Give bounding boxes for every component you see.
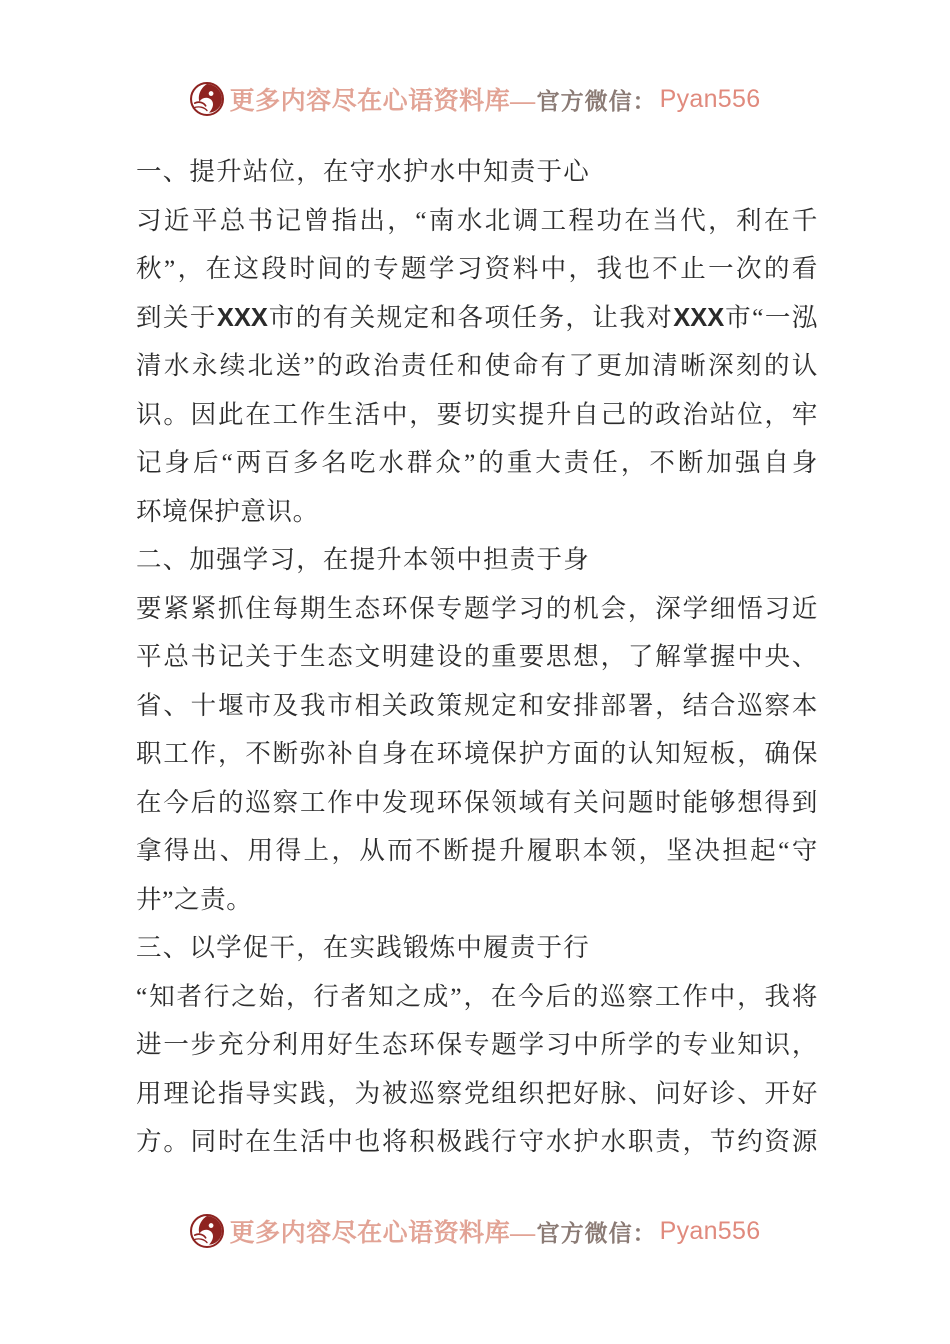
fish-circle-logo-icon	[190, 82, 224, 116]
paragraph-line: 职工作，不断弥补自身在环境保护方面的认知短板，确保	[136, 739, 818, 768]
section-heading: 二、加强学习，在提升本领中担责于身	[136, 545, 590, 574]
paragraph-line: 秋”，在这段时间的专题学习资料中，我也不止一次的看	[136, 254, 818, 283]
paragraph-line: 习近平总书记曾指出，“南水北调工程功在当代，利在千	[136, 205, 818, 235]
paragraph-line: 环境保护意识。	[136, 496, 319, 526]
header-watermark	[0, 76, 950, 122]
watermark-wechat-label: 官方微信：	[536, 88, 657, 114]
section-3	[136, 924, 818, 1167]
watermark-wechat-label: 官方微信：	[536, 1220, 657, 1246]
document-body	[136, 148, 818, 1167]
section-2	[136, 536, 818, 924]
watermark-wechat-id: Pyan556	[659, 1216, 761, 1245]
paragraph-line: 进一步充分利用好生态环保专题学习中所学的专业知识，	[136, 1030, 818, 1059]
paragraph-line: 拿得出、用得上，从而不断提升履职本领，坚决担起“守	[136, 836, 818, 865]
section-heading: 一、提升站位，在守水护水中知责于心	[136, 157, 590, 186]
paragraph-line: 省、十堰市及我市相关政策规定和安排部署，结合巡察本	[136, 690, 818, 720]
paragraph-line: 要紧紧抓住每期生态环保专题学习的机会，深学细悟习近	[136, 593, 818, 623]
paragraph-line: 平总书记关于生态文明建设的重要思想，了解掌握中央、	[136, 642, 818, 671]
paragraph-line: 识。因此在工作生活中，要切实提升自己的政治站位，牢	[136, 399, 818, 429]
fish-circle-logo-icon	[190, 1214, 224, 1248]
watermark-wechat-id: Pyan556	[659, 84, 761, 113]
paragraph-line: 记身后“两百多名吃水群众”的重大责任，不断加强自身	[136, 448, 818, 477]
watermark-main-text: 更多内容尽在心语资料库—	[229, 88, 536, 115]
paragraph-line: 方。同时在生活中也将积极践行守水护水职责，节约资源	[136, 1127, 818, 1156]
paragraph-line: 在今后的巡察工作中发现环保领域有关问题时能够想得到	[136, 787, 818, 817]
paragraph-line: “知者行之始，行者知之成”，在今后的巡察工作中，我将	[136, 981, 818, 1011]
section-heading: 三、以学促干，在实践锻炼中履责于行	[136, 933, 590, 962]
watermark-main-text: 更多内容尽在心语资料库—	[229, 1220, 536, 1247]
section-1	[136, 148, 818, 536]
paragraph-line: 用理论指导实践，为被巡察党组织把好脉、问好诊、开好	[136, 1078, 818, 1108]
paragraph-line: 井”之责。	[136, 884, 253, 914]
paragraph-line: 到关于XXX市的有关规定和各项任务，让我对XXX市“一泓	[136, 302, 818, 332]
paragraph-line: 清水永续北送”的政治责任和使命有了更加清晰深刻的认	[136, 351, 818, 380]
footer-watermark	[0, 1208, 950, 1254]
